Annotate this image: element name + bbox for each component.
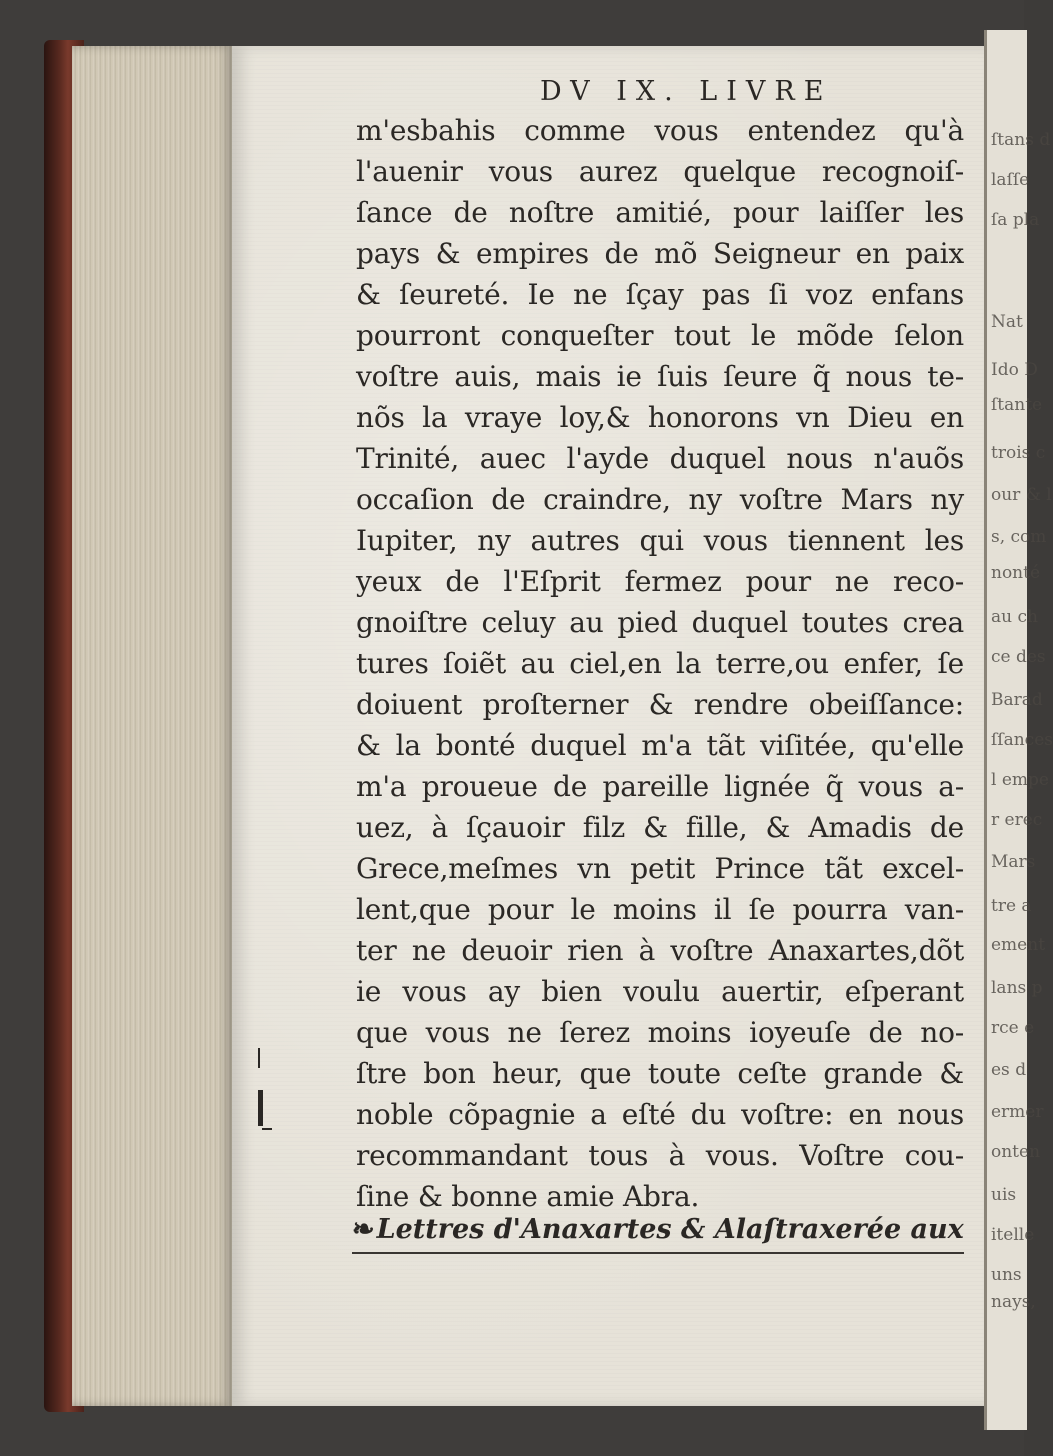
facing-fragment: itelle — [991, 1225, 1035, 1245]
page-block-edges — [72, 46, 232, 1406]
facing-fragment: r erec — [991, 810, 1043, 830]
facing-fragment: rce e — [991, 1018, 1035, 1038]
facing-fragment: ſtante — [991, 395, 1043, 415]
fleuron-icon: ❧ — [352, 1214, 375, 1245]
facing-fragment: ement — [991, 935, 1046, 955]
facing-fragment: ſſances — [991, 730, 1053, 750]
text-line: & ſeureté. Ie ne ſçay pas ſi voz enfans — [356, 278, 964, 311]
facing-fragment: onten — [991, 1142, 1041, 1162]
facing-fragment: l empe — [991, 770, 1049, 790]
section-heading — [352, 1208, 964, 1254]
facing-fragment: uis — [991, 1185, 1017, 1205]
section-heading-text: Lettres d'Anaxartes & Alaſtraxerée aux — [376, 1214, 964, 1245]
facing-fragment: laſſe — [991, 170, 1030, 190]
facing-fragment: ſa pla — [991, 210, 1040, 230]
text-line: uez, à ſçauoir filz & fille, & Amadis de — [356, 811, 964, 844]
facing-page — [984, 30, 1053, 1430]
facing-fragment: tre a — [991, 896, 1032, 916]
facing-fragment: Barad — [991, 690, 1043, 710]
facing-fragment: lans p — [991, 978, 1043, 998]
facing-fragment: Ido D — [991, 360, 1038, 380]
text-line: ie vous ay bien voulu auertir, eſperant — [356, 975, 964, 1008]
text-line: Trinité, auec l'ayde duquel nous n'auõs — [356, 442, 964, 475]
text-line: & la bonté duquel m'a tãt viſitée, qu'elle — [356, 729, 964, 762]
body-text — [356, 110, 964, 1217]
facing-fragment: au ch — [991, 607, 1038, 627]
text-line: l'auenir vous aurez quelque recognoiſ- — [356, 155, 964, 188]
text-line: que vous ne ſerez moins ioyeuſe de no- — [356, 1016, 964, 1049]
text-line: nõs la vraye loy,& honorons vn Dieu en — [356, 401, 964, 434]
text-line: doiuent proſterner & rendre obeiſſance: — [356, 688, 964, 721]
facing-fragment: our & l — [991, 485, 1052, 505]
text-line: recommandant tous à vous. Voſtre cou- — [356, 1139, 964, 1172]
text-line: occaſion de craindre, ny voſtre Mars ny — [356, 483, 964, 516]
text-line: ter ne deuoir rien à voſtre Anaxartes,dõt — [356, 934, 964, 967]
facing-fragment: Mars — [991, 852, 1036, 872]
text-line: yeux de l'Eſprit fermez pour ne reco- — [356, 565, 964, 598]
text-line: pourront conqueſter tout le mõde ſelon — [356, 319, 964, 352]
text-line: pays & empires de mõ Seigneur en paix — [356, 237, 964, 270]
text-line: m'esbahis comme vous entendez qu'à — [356, 114, 964, 147]
text-line: noble cõpagnie a eſté du voſtre: en nous — [356, 1098, 964, 1131]
text-line: voſtre auis, mais ie ſuis ſeure q̃ nous te- — [356, 360, 964, 393]
text-line: Grece,meſmes vn petit Prince tãt excel- — [356, 852, 964, 885]
facing-fragment: uns — [991, 1265, 1022, 1285]
text-line: ſtre bon heur, que toute ceſte grande & — [356, 1057, 964, 1090]
facing-fragment: s, com — [991, 527, 1047, 547]
text-line: lent,que pour le moins il ſe pourra van- — [356, 893, 964, 926]
margin-mark — [262, 1128, 272, 1130]
facing-fragment: ermer — [991, 1102, 1044, 1122]
text-line: ſance de noſtre amitié, pour laiſſer les — [356, 196, 964, 229]
margin-mark — [258, 1048, 260, 1068]
facing-fragment: nonté — [991, 563, 1041, 583]
facing-fragment: trois c — [991, 443, 1046, 463]
facing-fragment: nays, — [991, 1292, 1036, 1312]
text-line: Iupiter, ny autres qui vous tiennent les — [356, 524, 964, 557]
text-line: ſine & bonne amie Abra. — [356, 1180, 700, 1213]
facing-fragment: es d — [991, 1060, 1027, 1080]
facing-fragment: ce des — [991, 647, 1046, 667]
running-head: DV IX. LIVRE — [540, 76, 833, 107]
margin-mark — [258, 1090, 263, 1126]
text-line: tures ſoiẽt au ciel,en la terre,ou enfer, ſe — [356, 647, 964, 680]
facing-fragment: ſtans d — [991, 130, 1051, 150]
text-line: gnoiſtre celuy au pied duquel toutes crea — [356, 606, 964, 639]
text-line: m'a proueue de pareille lignée q̃ vous a- — [356, 770, 964, 803]
facing-fragment: Nat — [991, 312, 1023, 332]
